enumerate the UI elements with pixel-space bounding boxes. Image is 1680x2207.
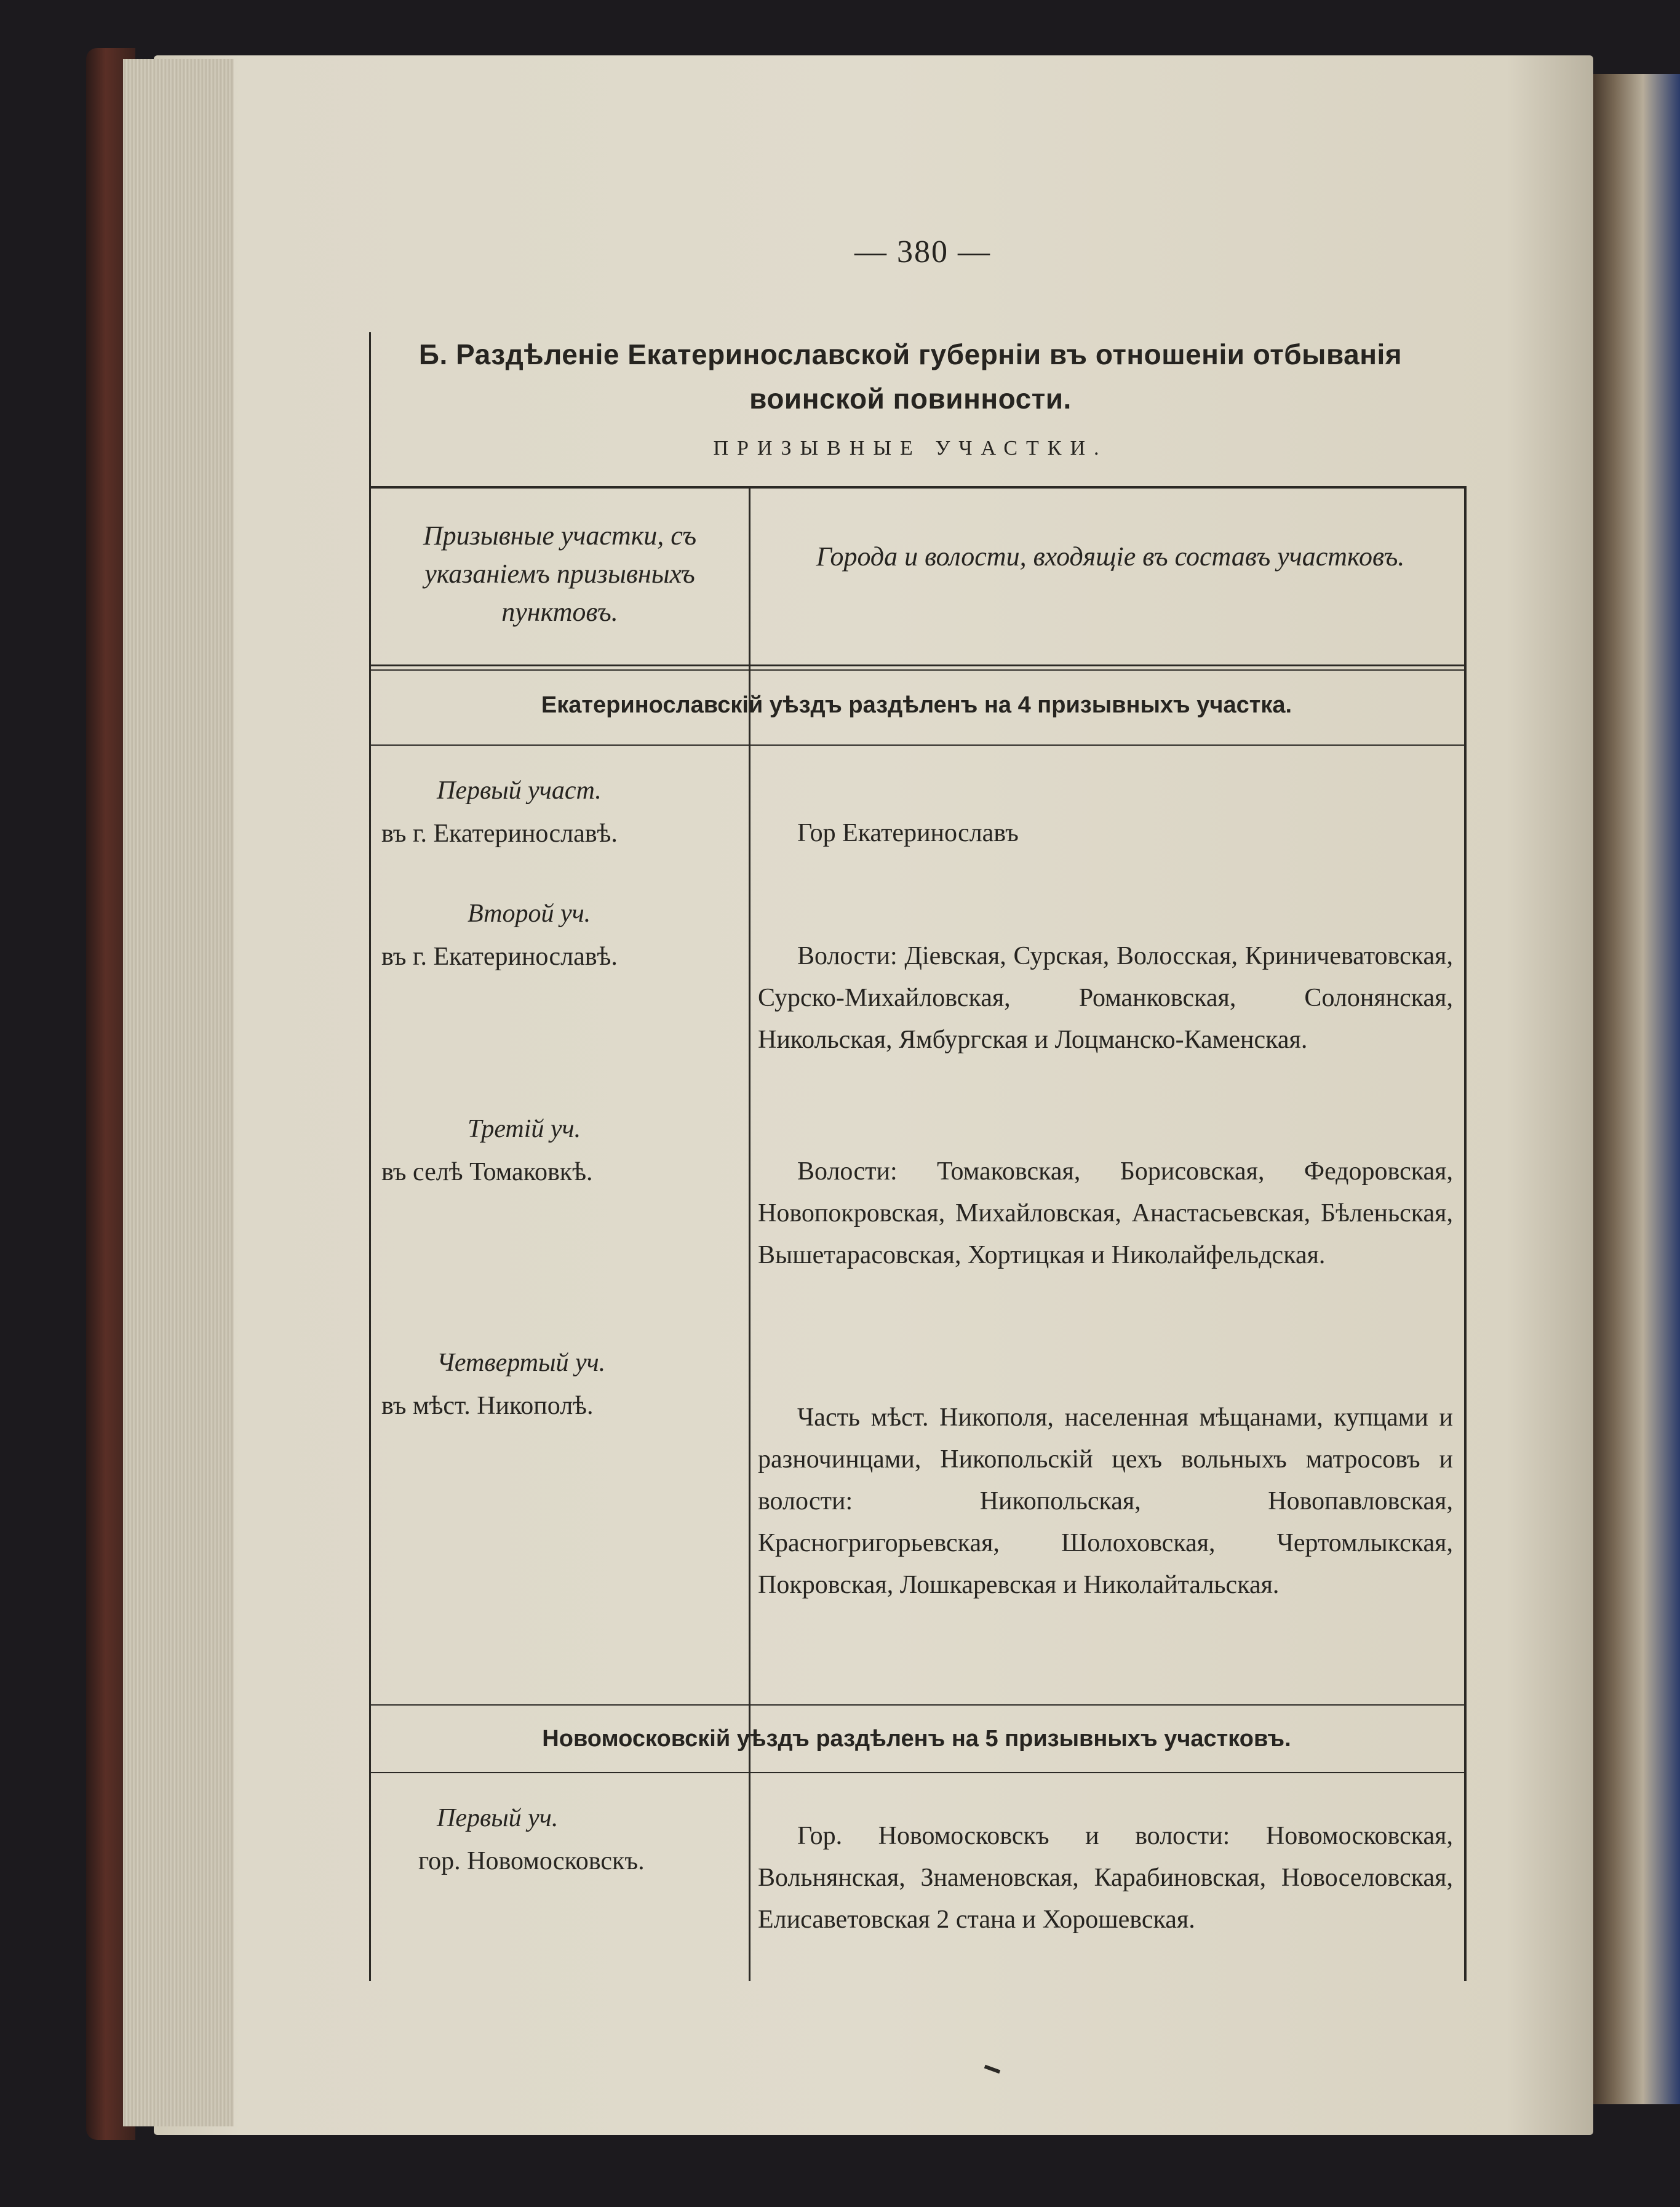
composition-5: Гор. Новомосковскъ и волости: Новомосковская, Вольнянская, Знаменовская, Карабиновская, Новоселовская, Елисаветовская 2 стана и Хорошевская. xyxy=(758,1822,1453,1934)
district-point: въ г. Екатеринославѣ. xyxy=(381,820,618,848)
section-rule xyxy=(369,744,1464,746)
composition-2: Волости: Діевская, Сурская, Волосская, Криничеватовская, Сурско-Михайловская, Романковская, Солонянская, Никольская, Ямбургская и Лоцманско-Каменская. xyxy=(758,942,1453,1054)
composition-3: Волости: Томаковская, Борисовская, Федоровская, Новопокровская, Михайловская, Анастасьевская, Бѣленьская, Вышетарасовская, Хортицкая и Николайфельдская. xyxy=(758,1157,1453,1269)
district-name: Первый участ. xyxy=(437,776,602,805)
table-right-border xyxy=(1464,486,1467,1981)
column-header-districts: Призывные участки, съ указаніемъ призывныхъ пунктовъ. xyxy=(423,521,697,627)
column-header-composition: Города и волости, входящіе въ составъ участковъ. xyxy=(816,541,1405,572)
composition-4: Часть мѣст. Никополя, населенная мѣщанами, купцами и разночинцами, Никопольскій цехъ вольныхъ матросовъ и волости: Никопольская, Новопавловская, Красногригорьевская, Шолоховская, Чертомлыкская, Покровская, Лошкаревская и Николайтальская. xyxy=(758,1403,1453,1599)
district-point: въ селѣ Томаковкѣ. xyxy=(381,1158,593,1186)
district-2 xyxy=(381,892,744,978)
header-bottom-rule-2 xyxy=(369,669,1464,671)
district-point: въ мѣст. Никополѣ. xyxy=(381,1392,594,1420)
district-name: Четвертый уч. xyxy=(437,1349,606,1377)
table-top-rule xyxy=(369,486,1464,489)
section-heading-novomoskovsk: Новомосковскій уѣздъ раздѣленъ на 5 призывныхъ участковъ. xyxy=(542,1726,1291,1752)
composition-1: Гор Екатеринославъ xyxy=(797,819,1019,847)
district-4 xyxy=(381,1341,744,1427)
district-5 xyxy=(381,1797,744,1883)
main-title: Б. Раздѣленіе Екатеринославской губерніи въ отношеніи отбыванія воинской повинности. xyxy=(418,338,1403,415)
subtitle: ПРИЗЫВНЫЕ УЧАСТКИ. xyxy=(713,437,1108,460)
district-1 xyxy=(381,769,744,855)
district-point: гор. Новомосковскъ. xyxy=(418,1847,645,1875)
district-name: Первый уч. xyxy=(437,1804,559,1832)
page-number: — 380 — xyxy=(854,234,991,269)
district-point: въ г. Екатеринославѣ. xyxy=(381,943,618,971)
section-rule xyxy=(369,1772,1464,1773)
section-heading-ekaterinoslav: Екатеринославскій уѣздъ раздѣленъ на 4 призывныхъ участка. xyxy=(541,692,1292,718)
book-cover-right xyxy=(1588,74,1680,2104)
district-name: Второй уч. xyxy=(468,900,591,928)
header-bottom-rule xyxy=(369,664,1464,666)
page-content xyxy=(369,234,1476,2018)
district-name: Третій уч. xyxy=(468,1115,581,1143)
district-3 xyxy=(381,1107,744,1194)
page-edges xyxy=(123,59,234,2126)
section-rule xyxy=(369,1704,1464,1706)
